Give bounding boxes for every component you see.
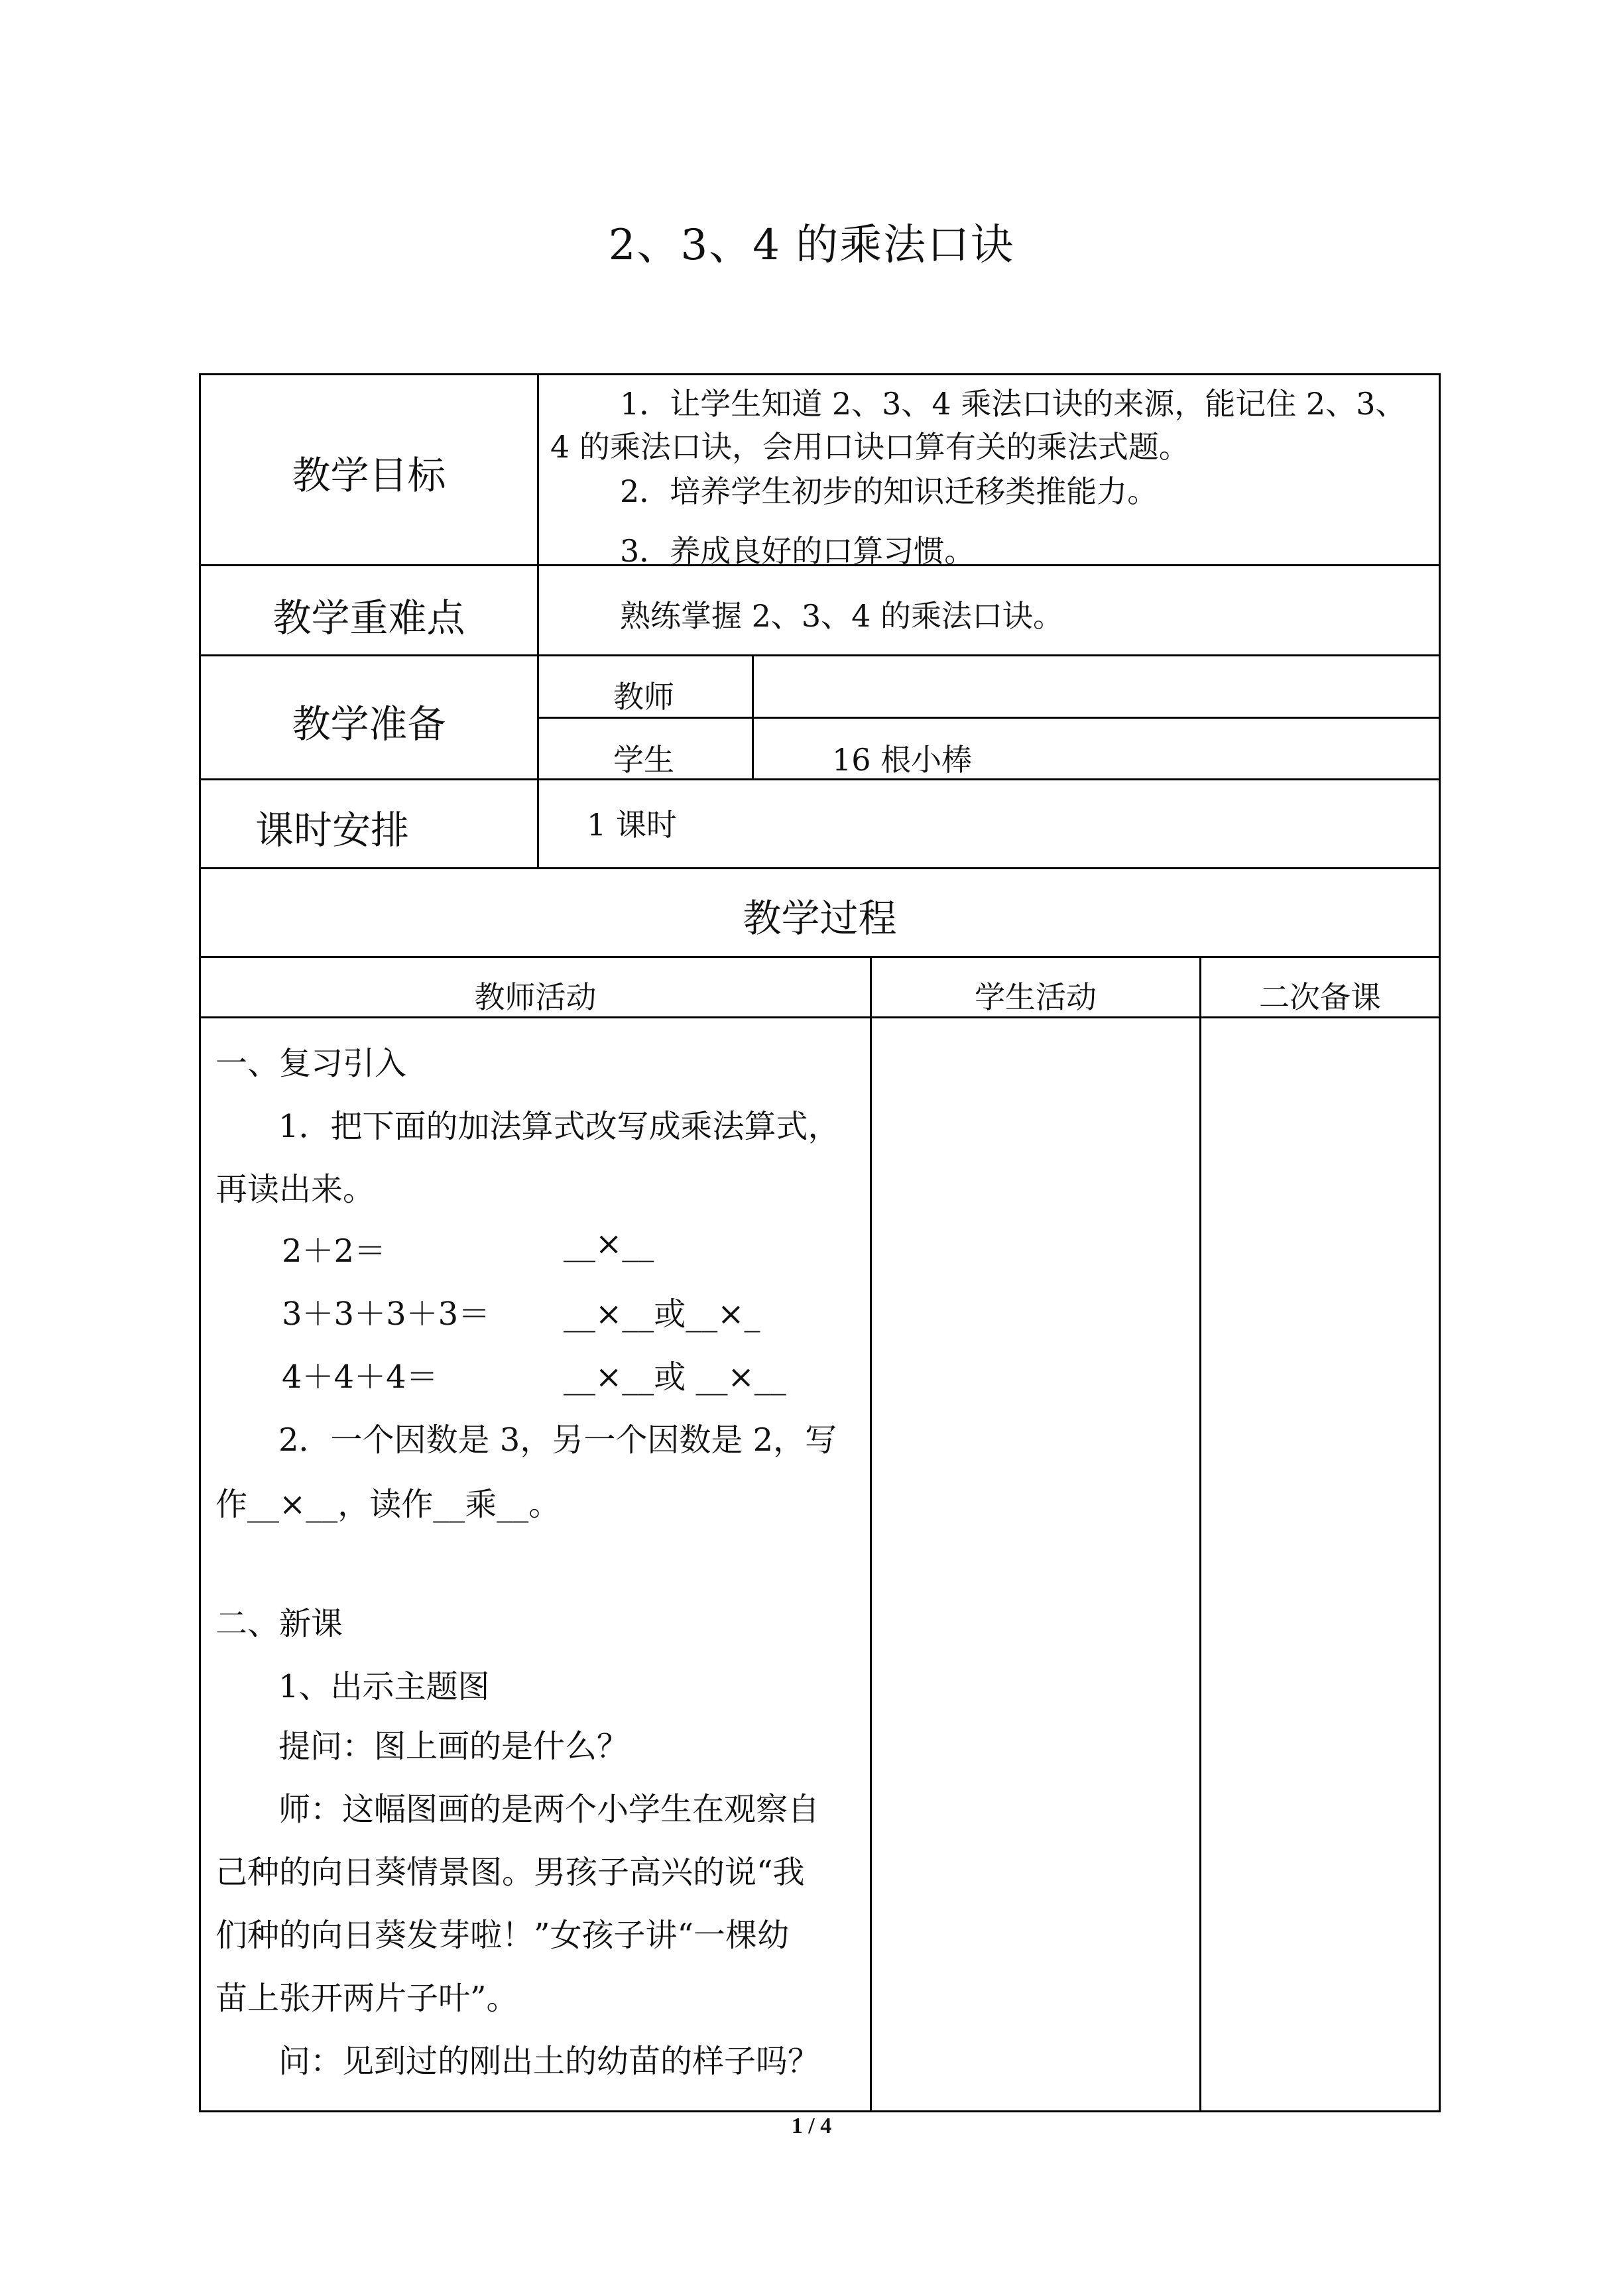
key-points-label: 教学重难点 — [272, 595, 465, 640]
paragraph-line: 提问：图上画的是什么？ — [278, 1728, 629, 1765]
preparation-teacher-label: 教师 — [613, 679, 674, 715]
objectives-line: 2．培养学生初步的知识迁移类推能力。 — [620, 473, 1158, 509]
paragraph-line: 们种的向日葵发芽啦！”女孩子讲“一棵幼 — [215, 1917, 790, 1954]
table-top-border — [199, 373, 1441, 375]
table-bottom-border — [199, 2110, 1441, 2112]
preparation-label: 教学准备 — [292, 701, 446, 747]
row-divider — [537, 717, 1441, 719]
equation-right: __×__或__×_ — [564, 1296, 760, 1333]
row-divider — [199, 654, 1441, 656]
equation-left: 3＋3＋3＋3＝ — [282, 1296, 491, 1333]
paragraph-line: 作__×__，读作__乘__。 — [215, 1486, 561, 1523]
paragraph-line: 1．把下面的加法算式改写成乘法算式， — [278, 1108, 840, 1145]
column-header-student: 学生活动 — [975, 979, 1097, 1015]
key-points-text: 熟练掌握 2、3、4 的乘法口诀。 — [620, 598, 1064, 634]
page-number: 1 / 4 — [791, 2114, 832, 2138]
page-title: 2、3、4 的乘法口诀 — [608, 221, 1015, 270]
column-header-second: 二次备课 — [1259, 979, 1381, 1015]
column-divider — [870, 956, 872, 2112]
section-heading: 一、复习引入 — [215, 1045, 407, 1082]
objectives-line: 1．让学生知道 2、3、4 乘法口诀的来源，能记住 2、3、 — [620, 386, 1406, 422]
equation-right: __×__或 __×__ — [564, 1359, 786, 1396]
preparation-student-label: 学生 — [613, 742, 674, 778]
column-divider — [537, 373, 539, 869]
preparation-student-value: 16 根小棒 — [832, 742, 973, 778]
column-header-teacher: 教师活动 — [474, 979, 597, 1015]
paragraph-line: 2．一个因数是 3，另一个因数是 2，写 — [278, 1421, 837, 1459]
equation-right: __×__ — [564, 1225, 654, 1262]
schedule-label: 课时安排 — [255, 808, 410, 853]
column-divider — [752, 654, 754, 780]
process-heading: 教学过程 — [743, 896, 897, 941]
column-divider — [1199, 956, 1201, 2112]
paragraph-line: 己种的向日葵情景图。男孩子高兴的说“我 — [215, 1854, 805, 1891]
equation-left: 4＋4＋4＝ — [282, 1359, 438, 1396]
objectives-line: 3．养成良好的口算习惯。 — [620, 533, 975, 569]
objectives-label: 教学目标 — [292, 453, 446, 498]
paragraph-line: 1、出示主题图 — [278, 1668, 490, 1705]
section-heading: 二、新课 — [215, 1605, 343, 1642]
row-divider — [199, 867, 1441, 869]
paragraph-line: 师：这幅图画的是两个小学生在观察自 — [278, 1791, 820, 1828]
paragraph-line: 再读出来。 — [215, 1171, 375, 1208]
schedule-value: 1 课时 — [587, 807, 677, 843]
equation-left: 2＋2＝ — [282, 1233, 387, 1270]
objectives-line: 4 的乘法口诀，会用口诀口算有关的乘法式题。 — [550, 429, 1189, 465]
table-right-border — [1439, 373, 1441, 2112]
paragraph-line: 苗上张开两片子叶”。 — [215, 1980, 518, 2017]
row-divider — [199, 956, 1441, 958]
paragraph-line: 问：见到过的刚出土的幼苗的样子吗？ — [278, 2043, 820, 2080]
row-divider — [199, 778, 1441, 780]
